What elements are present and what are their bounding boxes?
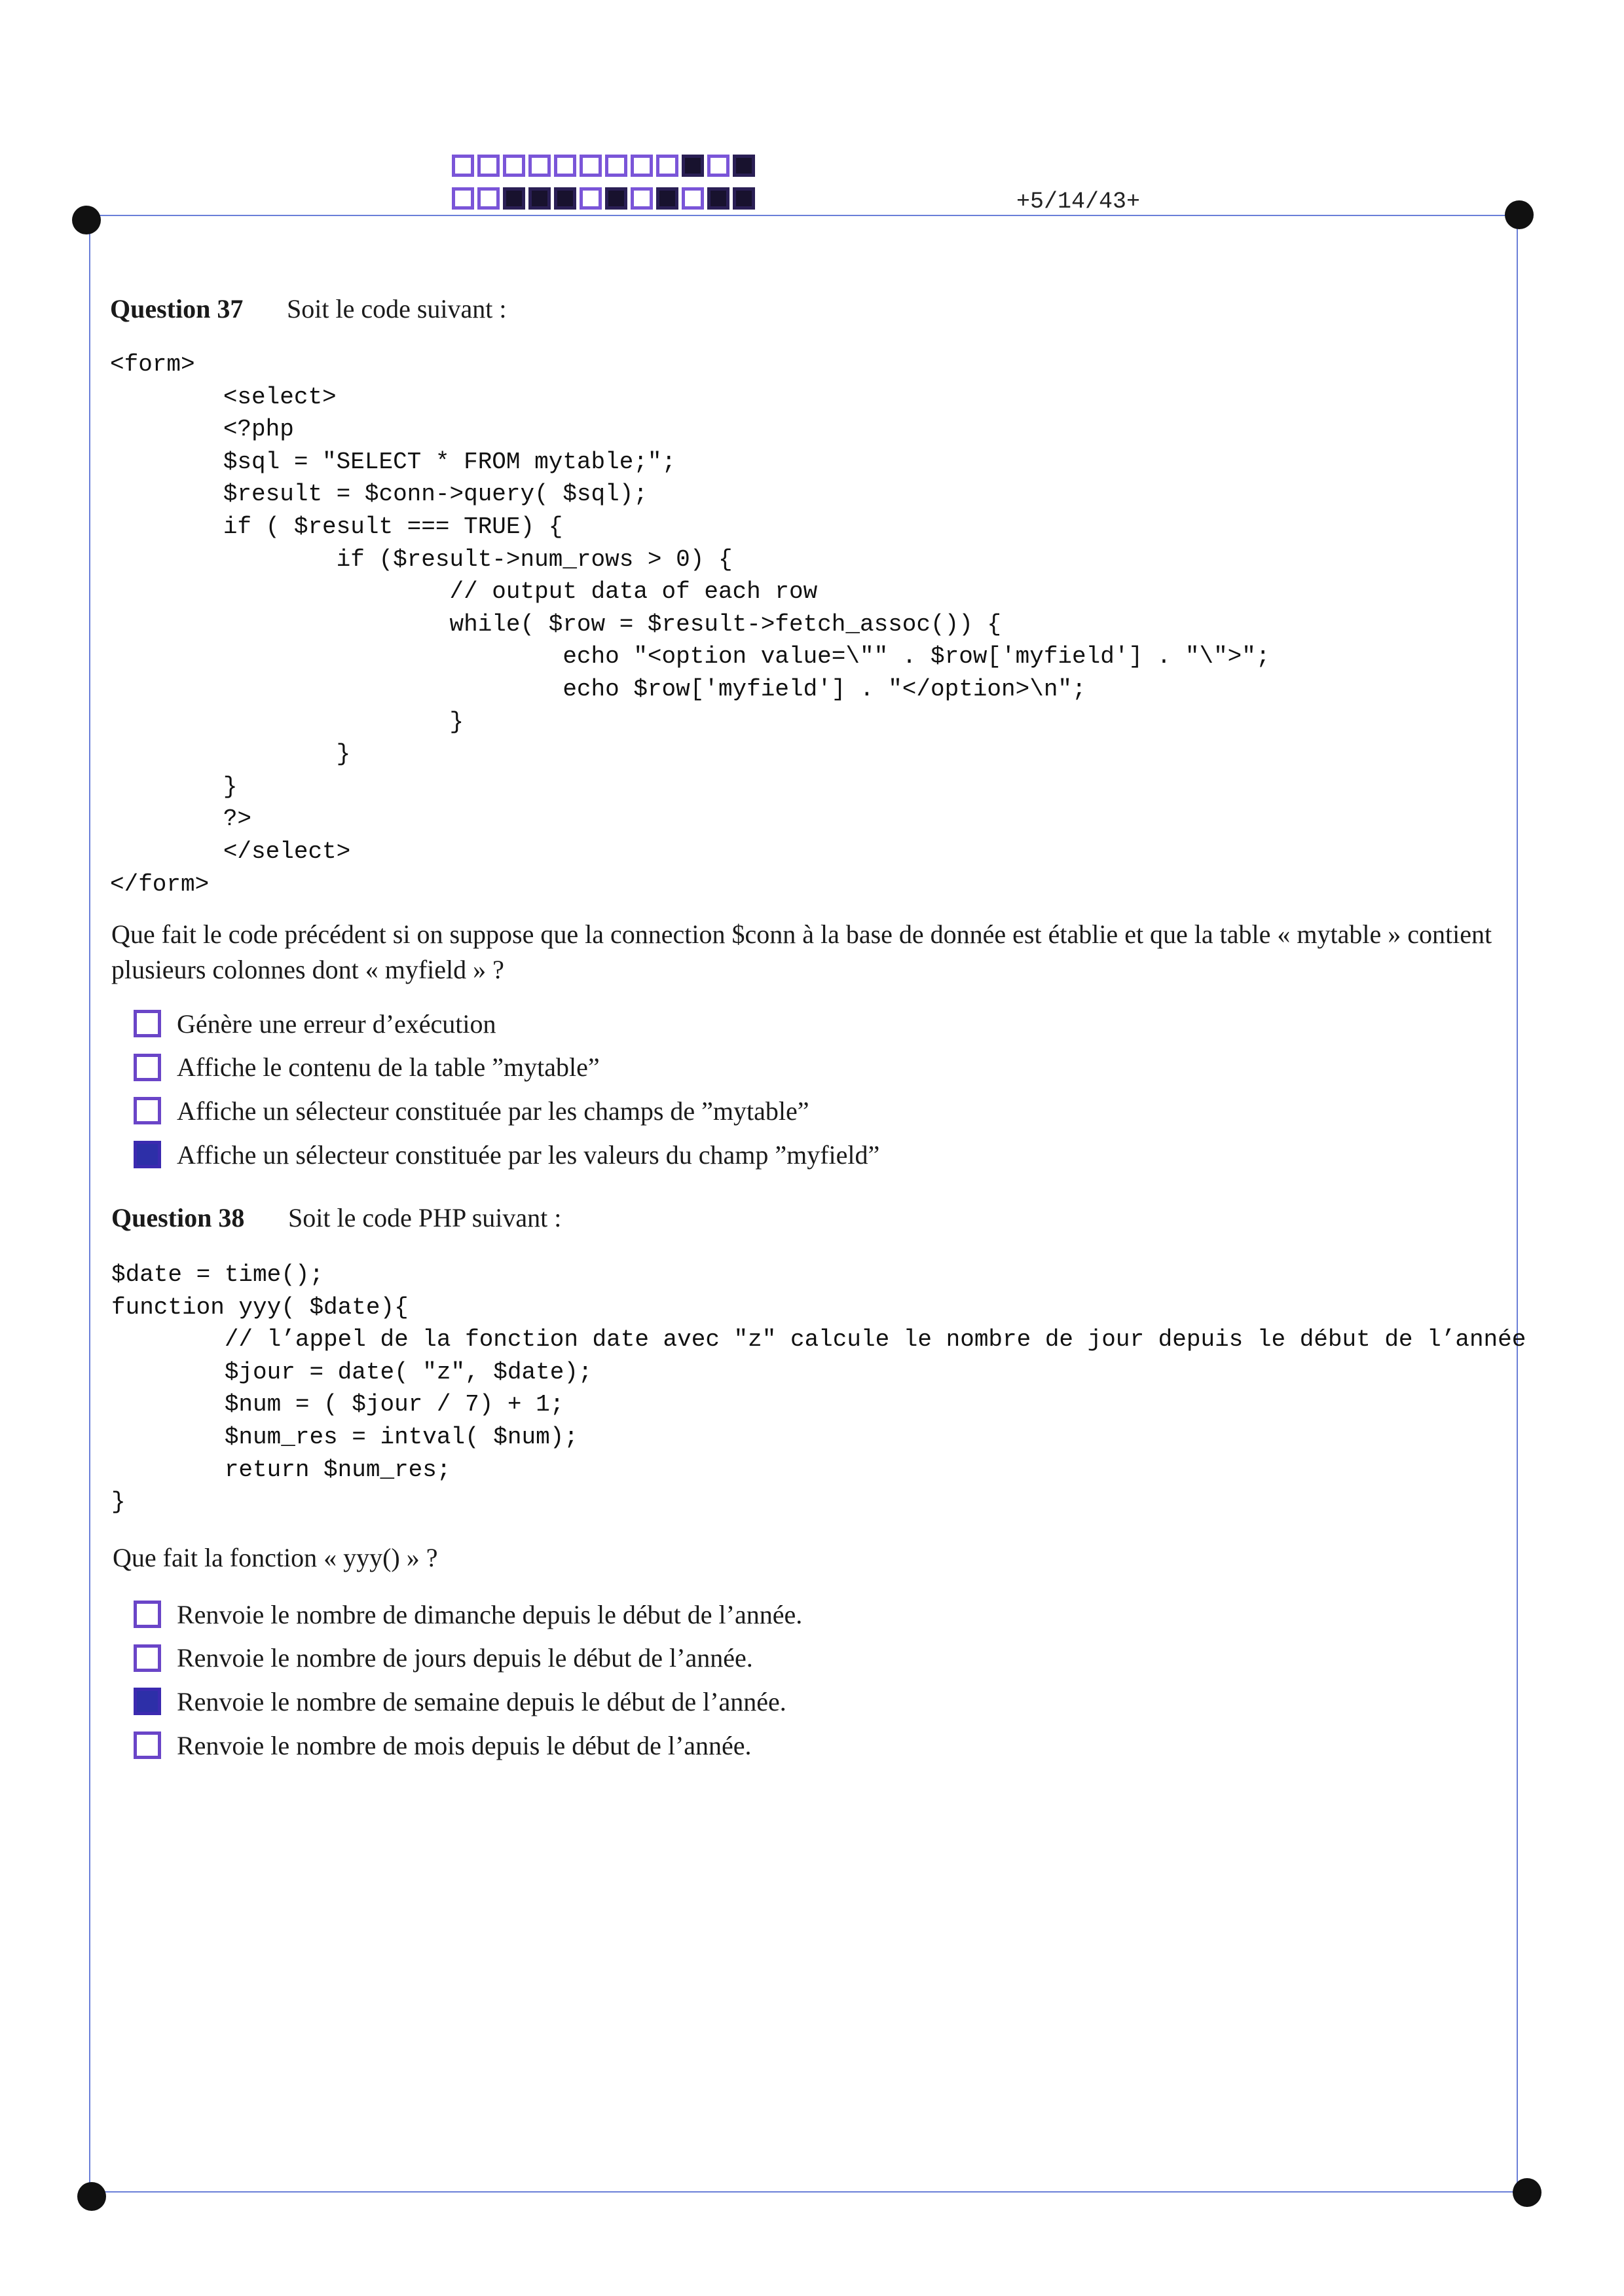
- barcode-cell: [707, 187, 729, 210]
- barcode-cell: [452, 155, 474, 177]
- code-line: echo $row['myfield'] . "</option>\n";: [110, 675, 1086, 703]
- barcode-row-1: [452, 155, 755, 177]
- question-37-header: [110, 293, 507, 324]
- checkbox[interactable]: [134, 1054, 161, 1081]
- code-line: $jour = date( "z", $date);: [111, 1358, 593, 1386]
- checked-checkbox[interactable]: [134, 1141, 161, 1168]
- barcode-cell: [580, 155, 602, 177]
- answer-option[interactable]: [134, 1002, 879, 1046]
- question-38-prompt: Que fait la fonction « yyy() » ?: [113, 1543, 438, 1572]
- code-line: }: [111, 1489, 126, 1516]
- barcode-cell: [605, 187, 627, 210]
- barcode-cell: [656, 187, 678, 210]
- barcode-cell: [605, 155, 627, 177]
- barcode-cell: [452, 187, 474, 210]
- answer-option[interactable]: [134, 1724, 802, 1768]
- barcode-cell: [682, 155, 704, 177]
- code-line: $date = time();: [111, 1261, 324, 1288]
- barcode-row-2: [452, 187, 755, 210]
- question-37-answers: [134, 1002, 879, 1176]
- checked-checkbox[interactable]: [134, 1688, 161, 1715]
- answer-option[interactable]: [134, 1089, 879, 1133]
- question-37-intro: Soit le code suivant :: [287, 294, 507, 324]
- corner-mark-bottom-left: [77, 2182, 106, 2211]
- code-line: <?php: [110, 416, 294, 443]
- question-38-answers: [134, 1593, 802, 1767]
- answer-text: Renvoie le nombre de mois depuis le début de l’année.: [177, 1730, 752, 1760]
- corner-mark-bottom-right: [1513, 2178, 1541, 2207]
- barcode-cell: [733, 155, 755, 177]
- checkbox[interactable]: [134, 1097, 161, 1124]
- code-line: // l’appel de la fonction date avec "z" calcule le nombre de jour depuis le début de l’année: [111, 1326, 1526, 1354]
- code-line: while( $row = $result->fetch_assoc()) {: [110, 610, 1002, 638]
- answer-text: Renvoie le nombre de semaine depuis le début de l’année.: [177, 1686, 786, 1716]
- answer-text: Affiche le contenu de la table ”mytable”: [177, 1052, 600, 1083]
- code-line: $result = $conn->query( $sql);: [110, 481, 648, 508]
- code-line: </select>: [110, 838, 351, 865]
- code-line: $num_res = intval( $num);: [111, 1423, 578, 1451]
- barcode-cell: [477, 155, 500, 177]
- answer-text: Renvoie le nombre de dimanche depuis le début de l’année.: [177, 1599, 803, 1629]
- frame-bottom-line: [90, 2191, 1528, 2193]
- checkbox[interactable]: [134, 1010, 161, 1037]
- code-line: if ( $result === TRUE) {: [110, 513, 563, 540]
- code-line: <form>: [110, 351, 195, 378]
- answer-text: Renvoie le nombre de jours depuis le début de l’année.: [177, 1643, 753, 1673]
- barcode-cell: [503, 187, 525, 210]
- barcode-cell: [733, 187, 755, 210]
- code-line: }: [110, 741, 351, 768]
- barcode-cell: [503, 155, 525, 177]
- question-37-label: Question 37: [110, 294, 244, 324]
- barcode-cell: [554, 155, 576, 177]
- answer-option[interactable]: [134, 1637, 802, 1680]
- answer-option[interactable]: [134, 1133, 879, 1177]
- code-line: <select>: [110, 383, 337, 411]
- answer-text: Affiche un sélecteur constituée par les valeurs du champ ”myfield”: [177, 1139, 880, 1170]
- question-38-intro: Soit le code PHP suivant :: [288, 1203, 562, 1232]
- frame-left-line: [89, 216, 90, 2193]
- barcode-cell: [656, 155, 678, 177]
- code-line: $sql = "SELECT * FROM mytable;";: [110, 448, 676, 475]
- code-line: // output data of each row: [110, 578, 818, 606]
- question-38-header: [111, 1202, 561, 1233]
- barcode-cell: [554, 187, 576, 210]
- code-line: echo "<option value=\"" . $row['myfield'] . "\">";: [110, 643, 1270, 671]
- corner-mark-top-right: [1505, 200, 1534, 229]
- code-line: return $num_res;: [111, 1456, 451, 1483]
- answer-option[interactable]: [134, 1680, 802, 1724]
- corner-mark-top-left: [72, 206, 101, 234]
- checkbox[interactable]: [134, 1644, 161, 1672]
- barcode-cell: [707, 155, 729, 177]
- question-37-code: [110, 348, 1270, 900]
- code-line: </form>: [110, 870, 210, 898]
- code-line: }: [110, 773, 238, 800]
- answer-option[interactable]: [134, 1593, 802, 1637]
- barcode-cell: [580, 187, 602, 210]
- question-38-code: [111, 1259, 1526, 1519]
- answer-text: Affiche un sélecteur constituée par les champs de ”mytable”: [177, 1096, 809, 1126]
- code-line: $num = ( $jour / 7) + 1;: [111, 1391, 564, 1418]
- barcode-cell: [682, 187, 704, 210]
- question-37-prompt: Que fait le code précédent si on suppose que la connection $conn à la base de donnée est établie et que la table « mytable » contient plusieurs colonnes dont « myfield » ?: [111, 919, 1492, 984]
- code-line: ?>: [110, 805, 252, 833]
- code-line: if ($result->num_rows > 0) {: [110, 546, 733, 573]
- answer-option[interactable]: [134, 1046, 879, 1090]
- checkbox[interactable]: [134, 1601, 161, 1628]
- frame-top-line: [86, 215, 1518, 216]
- answer-text: Génère une erreur d’exécution: [177, 1009, 496, 1039]
- barcode-cell: [477, 187, 500, 210]
- barcode-cell: [631, 187, 653, 210]
- page-id: +5/14/43+: [1016, 189, 1141, 215]
- question-38-label: Question 38: [111, 1203, 245, 1232]
- barcode-cell: [528, 187, 551, 210]
- checkbox[interactable]: [134, 1731, 161, 1759]
- barcode-cell: [631, 155, 653, 177]
- barcode-cell: [528, 155, 551, 177]
- frame-right-line: [1517, 216, 1518, 2193]
- code-line: function yyy( $date){: [111, 1293, 409, 1321]
- code-line: }: [110, 708, 464, 735]
